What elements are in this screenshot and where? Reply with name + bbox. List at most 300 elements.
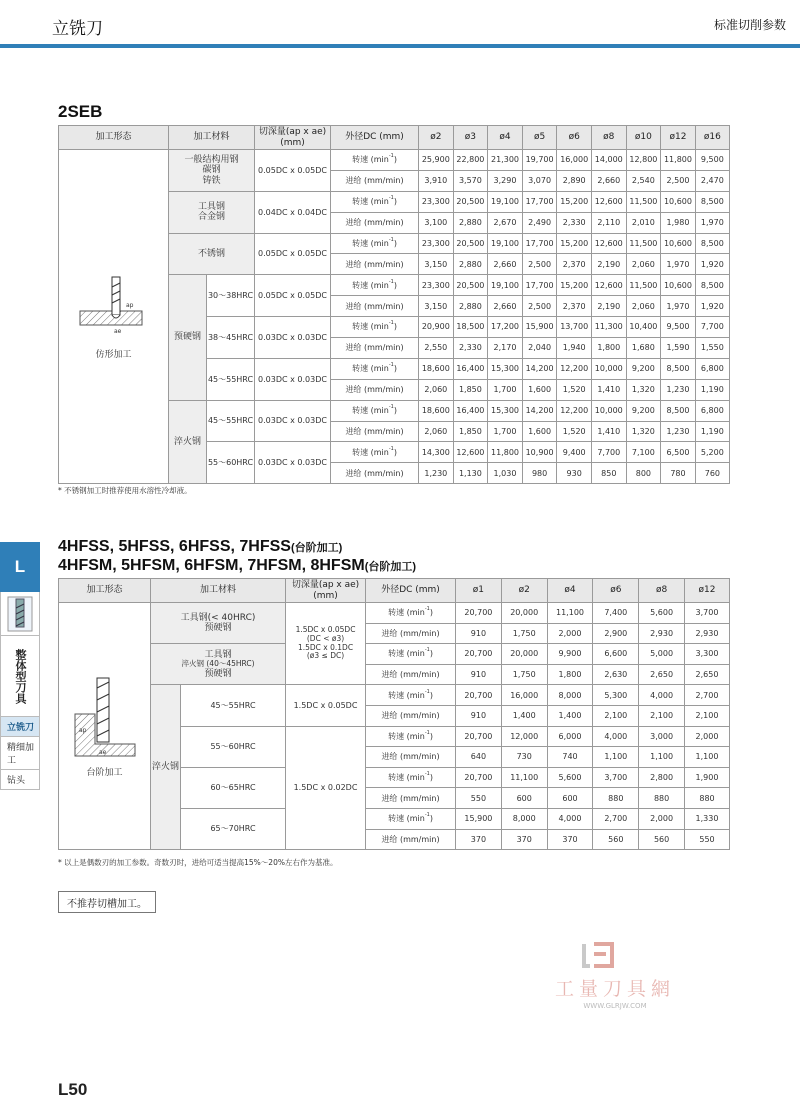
- depth-cell: 0.03DC x 0.03DC: [255, 317, 331, 359]
- speed-label: 转速 $(\min^{-1})$: [331, 233, 419, 254]
- page-header: [0, 0, 800, 48]
- value-cell: 16,400: [453, 358, 488, 379]
- feed-label: 进给 (mm/min): [366, 829, 456, 850]
- header-dia: ø6: [593, 579, 639, 603]
- value-cell: 780: [661, 463, 696, 484]
- value-cell: 10,600: [661, 275, 696, 296]
- value-cell: 2,800: [639, 767, 685, 788]
- value-cell: 2,000: [685, 726, 730, 747]
- hardness-cell: 45～55HRC: [207, 400, 255, 442]
- logo-text: 工量刀具網: [554, 978, 675, 1000]
- value-cell: 20,700: [456, 603, 502, 624]
- value-cell: 25,900: [419, 150, 454, 171]
- speed-label: 转速 $(\min^{-1})$: [366, 685, 456, 706]
- header-dia: ø4: [547, 579, 593, 603]
- value-cell: 2,490: [522, 212, 557, 233]
- speed-label: 转速 $(\min^{-1})$: [331, 400, 419, 421]
- value-cell: 2,890: [557, 170, 592, 191]
- value-cell: 18,500: [453, 317, 488, 338]
- value-cell: 20,000: [501, 644, 547, 665]
- value-cell: 7,400: [593, 603, 639, 624]
- value-cell: 10,400: [626, 317, 661, 338]
- feed-label: 进给 (mm/min): [331, 421, 419, 442]
- value-cell: 6,800: [695, 400, 729, 421]
- speed-label: 转速 $(\min^{-1})$: [331, 442, 419, 463]
- value-cell: 20,000: [501, 603, 547, 624]
- value-cell: 19,100: [488, 233, 523, 254]
- value-cell: 1,190: [695, 379, 729, 400]
- header-dia: ø12: [685, 579, 730, 603]
- value-cell: 1,750: [501, 623, 547, 644]
- value-cell: 23,300: [419, 233, 454, 254]
- value-cell: 1,900: [685, 767, 730, 788]
- value-cell: 9,500: [661, 317, 696, 338]
- value-cell: 8,000: [501, 808, 547, 829]
- value-cell: 19,100: [488, 275, 523, 296]
- material-line: 一般结构用钢: [184, 154, 239, 165]
- value-cell: 12,600: [591, 233, 626, 254]
- value-cell: 560: [593, 829, 639, 850]
- header-dc: 外径DC (mm): [331, 126, 419, 150]
- cutting-table-2seb: [58, 125, 730, 484]
- value-cell: 2,930: [639, 623, 685, 644]
- value-cell: 2,000: [547, 623, 593, 644]
- value-cell: 15,300: [488, 358, 523, 379]
- feed-label: 进给 (mm/min): [331, 254, 419, 275]
- value-cell: 16,400: [453, 400, 488, 421]
- depth-cell: 0.03DC x 0.03DC: [255, 442, 331, 484]
- value-cell: 12,600: [453, 442, 488, 463]
- speed-label: 转速 $(\min^{-1})$: [366, 767, 456, 788]
- table2-title-2: 4HFSM, 5HFSM, 6HFSM, 7HFSM, 8HFSM(台阶加工): [58, 557, 417, 574]
- value-cell: 11,500: [626, 191, 661, 212]
- watermark-logo: [540, 940, 690, 1020]
- depth-cell: 1.5DC x 0.05DC: [286, 685, 366, 726]
- value-cell: 1,320: [626, 379, 661, 400]
- value-cell: 1,750: [501, 664, 547, 685]
- value-cell: 2,700: [685, 685, 730, 706]
- material-cell: [151, 644, 286, 685]
- material-line: 铸铁: [202, 175, 221, 186]
- value-cell: 1,800: [547, 664, 593, 685]
- value-cell: 910: [456, 623, 502, 644]
- feed-label: 进给 (mm/min): [366, 623, 456, 644]
- value-cell: 6,800: [695, 358, 729, 379]
- table-row: [59, 603, 730, 624]
- hardness-cell: 55～60HRC: [207, 442, 255, 484]
- value-cell: 19,100: [488, 191, 523, 212]
- speed-label: 转速 $(\min^{-1})$: [366, 603, 456, 624]
- value-cell: 2,540: [626, 170, 661, 191]
- value-cell: 20,900: [419, 317, 454, 338]
- value-cell: 2,880: [453, 212, 488, 233]
- table1-note: * 不锈钢加工时推荐使用水溶性冷却液。: [58, 486, 192, 495]
- value-cell: 11,800: [661, 150, 696, 171]
- feed-label: 进给 (mm/min): [331, 463, 419, 484]
- value-cell: 2,880: [453, 254, 488, 275]
- hardness-cell: 45～55HRC: [207, 358, 255, 400]
- value-cell: 15,200: [557, 191, 592, 212]
- material-cell: [169, 150, 255, 192]
- value-cell: 1,410: [591, 379, 626, 400]
- depth-line: (DC < ø3): [306, 634, 345, 644]
- hardness-cell: 60～65HRC: [181, 767, 286, 808]
- value-cell: 15,200: [557, 233, 592, 254]
- value-cell: 20,700: [456, 644, 502, 665]
- header-dia: ø2: [501, 579, 547, 603]
- value-cell: 20,700: [456, 767, 502, 788]
- header-dia: ø16: [695, 126, 729, 150]
- shape-cell: [59, 150, 169, 484]
- value-cell: 16,000: [501, 685, 547, 706]
- value-cell: 12,200: [557, 358, 592, 379]
- material-line: 工具钢: [198, 201, 226, 212]
- value-cell: 2,700: [593, 808, 639, 829]
- value-cell: 1,400: [501, 705, 547, 726]
- value-cell: 2,330: [453, 338, 488, 359]
- value-cell: 9,200: [626, 400, 661, 421]
- value-cell: 3,150: [419, 254, 454, 275]
- feed-label: 进给 (mm/min): [366, 664, 456, 685]
- value-cell: 3,910: [419, 170, 454, 191]
- value-cell: 11,300: [591, 317, 626, 338]
- value-cell: 1,130: [453, 463, 488, 484]
- feed-label: 进给 (mm/min): [331, 379, 419, 400]
- value-cell: 1,850: [453, 379, 488, 400]
- speed-label: 转速 $(\min^{-1})$: [366, 726, 456, 747]
- value-cell: 2,060: [626, 296, 661, 317]
- value-cell: 6,000: [547, 726, 593, 747]
- value-cell: 20,700: [456, 685, 502, 706]
- value-cell: 15,300: [488, 400, 523, 421]
- value-cell: 12,200: [557, 400, 592, 421]
- value-cell: 15,200: [557, 275, 592, 296]
- header-dc: 外径DC (mm): [366, 579, 456, 603]
- depth-cell: 0.05DC x 0.05DC: [255, 233, 331, 275]
- depth-cell: 0.03DC x 0.03DC: [255, 358, 331, 400]
- header-shape: 加工形态: [59, 579, 151, 603]
- value-cell: 21,300: [488, 150, 523, 171]
- value-cell: 2,190: [591, 254, 626, 275]
- value-cell: 1,970: [695, 212, 729, 233]
- value-cell: 1,600: [522, 421, 557, 442]
- value-cell: 1,920: [695, 254, 729, 275]
- value-cell: 8,000: [547, 685, 593, 706]
- header-shape: 加工形态: [59, 126, 169, 150]
- value-cell: 1,700: [488, 421, 523, 442]
- value-cell: 2,500: [522, 254, 557, 275]
- depth-cell: [286, 603, 366, 685]
- feed-label: 进给 (mm/min): [331, 170, 419, 191]
- speed-label: 转速 $(\min^{-1})$: [331, 150, 419, 171]
- value-cell: 2,170: [488, 338, 523, 359]
- depth-line: 1.5DC x 0.05DC: [295, 625, 356, 635]
- header-dia: ø8: [591, 126, 626, 150]
- value-cell: 600: [547, 788, 593, 809]
- value-cell: 10,600: [661, 233, 696, 254]
- speed-label: 转速 $(\min^{-1})$: [366, 808, 456, 829]
- value-cell: 730: [501, 747, 547, 768]
- logo-icon: [580, 940, 618, 970]
- header-dia: ø12: [661, 126, 696, 150]
- value-cell: 560: [639, 829, 685, 850]
- speed-label: 转速 $(\min^{-1})$: [366, 644, 456, 665]
- value-cell: 1,980: [661, 212, 696, 233]
- value-cell: 880: [639, 788, 685, 809]
- header-dia: ø3: [453, 126, 488, 150]
- value-cell: 15,900: [522, 317, 557, 338]
- value-cell: 10,000: [591, 400, 626, 421]
- table-row: [59, 150, 730, 171]
- value-cell: 2,110: [591, 212, 626, 233]
- value-cell: 550: [456, 788, 502, 809]
- value-cell: 3,700: [593, 767, 639, 788]
- value-cell: 2,060: [419, 379, 454, 400]
- value-cell: 2,040: [522, 338, 557, 359]
- hardness-cell: 45～55HRC: [181, 685, 286, 726]
- speed-label: 转速 $(\min^{-1})$: [331, 275, 419, 296]
- value-cell: 910: [456, 664, 502, 685]
- value-cell: 800: [626, 463, 661, 484]
- value-cell: 1,700: [488, 379, 523, 400]
- value-cell: 12,000: [501, 726, 547, 747]
- value-cell: 9,200: [626, 358, 661, 379]
- value-cell: 1,410: [591, 421, 626, 442]
- value-cell: 2,330: [557, 212, 592, 233]
- value-cell: 1,330: [685, 808, 730, 829]
- value-cell: 3,100: [419, 212, 454, 233]
- value-cell: 8,500: [661, 400, 696, 421]
- value-cell: 1,680: [626, 338, 661, 359]
- value-cell: 5,600: [547, 767, 593, 788]
- logo-url: WWW.GLRJW.COM: [583, 1002, 647, 1010]
- sidebar-tab-l[interactable]: L: [0, 542, 40, 592]
- value-cell: 13,700: [557, 317, 592, 338]
- value-cell: 1,590: [661, 338, 696, 359]
- speed-label: 转速 $(\min^{-1})$: [331, 317, 419, 338]
- value-cell: 2,900: [593, 623, 639, 644]
- value-cell: 5,000: [639, 644, 685, 665]
- material-line: 工具钢: [204, 649, 232, 660]
- feed-label: 进给 (mm/min): [331, 296, 419, 317]
- value-cell: 7,700: [695, 317, 729, 338]
- value-cell: 17,700: [522, 191, 557, 212]
- value-cell: 8,500: [695, 275, 729, 296]
- value-cell: 11,500: [626, 275, 661, 296]
- value-cell: 4,000: [639, 685, 685, 706]
- value-cell: 10,900: [522, 442, 557, 463]
- value-cell: 10,600: [661, 191, 696, 212]
- value-cell: 2,370: [557, 254, 592, 275]
- value-cell: 1,600: [522, 379, 557, 400]
- value-cell: 1,920: [695, 296, 729, 317]
- value-cell: 4,000: [593, 726, 639, 747]
- page-number: L50: [58, 1080, 88, 1099]
- value-cell: 740: [547, 747, 593, 768]
- depth-cell: 0.03DC x 0.03DC: [255, 400, 331, 442]
- value-cell: 370: [456, 829, 502, 850]
- value-cell: 3,300: [685, 644, 730, 665]
- section-title: 标准切削参数: [713, 18, 786, 32]
- header-depth: 切深量(ap x ae) (mm): [255, 126, 331, 150]
- value-cell: 11,800: [488, 442, 523, 463]
- value-cell: 12,600: [591, 275, 626, 296]
- material-line: 工具钢(< 40HRC): [180, 612, 256, 623]
- svg-text:ae: ae: [113, 328, 121, 336]
- table2-note: * 以上是偶数刃的加工参数。奇数刃时，进给可适当提高15%～20%左右作为基准。: [58, 858, 338, 867]
- shape-label: 台阶加工: [86, 767, 123, 778]
- svg-text:ae: ae: [98, 748, 106, 756]
- material-line: 预硬钢: [204, 623, 232, 634]
- table1-title: 2SEB: [58, 102, 103, 121]
- value-cell: 1,520: [557, 421, 592, 442]
- material-line: 淬火钢 (40～45HRC): [181, 658, 255, 668]
- value-cell: 14,000: [591, 150, 626, 171]
- value-cell: 910: [456, 705, 502, 726]
- header-dia: ø2: [419, 126, 454, 150]
- material-hardened: 淬火钢: [169, 400, 207, 484]
- value-cell: 2,100: [639, 705, 685, 726]
- header-dia: ø10: [626, 126, 661, 150]
- value-cell: 14,200: [522, 358, 557, 379]
- table2-title-1: 4HFSS, 5HFSS, 6HFSS, 7HFSS(台阶加工): [58, 538, 343, 555]
- value-cell: 1,400: [547, 705, 593, 726]
- value-cell: 9,500: [695, 150, 729, 171]
- value-cell: 3,290: [488, 170, 523, 191]
- header-dia: ø5: [522, 126, 557, 150]
- value-cell: 6,600: [593, 644, 639, 665]
- value-cell: 18,600: [419, 400, 454, 421]
- value-cell: 2,470: [695, 170, 729, 191]
- value-cell: 17,200: [488, 317, 523, 338]
- svg-text:ap: ap: [125, 302, 133, 310]
- value-cell: 370: [501, 829, 547, 850]
- value-cell: 880: [593, 788, 639, 809]
- value-cell: 9,400: [557, 442, 592, 463]
- value-cell: 2,660: [488, 254, 523, 275]
- value-cell: 2,630: [593, 664, 639, 685]
- material-line: 合金钢: [198, 212, 226, 223]
- value-cell: 600: [501, 788, 547, 809]
- header-material: 加工材料: [169, 126, 255, 150]
- value-cell: 1,230: [419, 463, 454, 484]
- value-cell: 2,670: [488, 212, 523, 233]
- value-cell: 1,100: [639, 747, 685, 768]
- value-cell: 4,000: [547, 808, 593, 829]
- value-cell: 16,000: [557, 150, 592, 171]
- value-cell: 17,700: [522, 275, 557, 296]
- value-cell: 1,800: [591, 338, 626, 359]
- value-cell: 11,100: [501, 767, 547, 788]
- value-cell: 1,550: [695, 338, 729, 359]
- value-cell: 18,600: [419, 358, 454, 379]
- value-cell: 2,100: [685, 705, 730, 726]
- hardness-cell: 65～70HRC: [181, 808, 286, 849]
- value-cell: 3,150: [419, 296, 454, 317]
- value-cell: 3,070: [522, 170, 557, 191]
- value-cell: 6,500: [661, 442, 696, 463]
- value-cell: 20,700: [456, 726, 502, 747]
- value-cell: 12,600: [591, 191, 626, 212]
- hardness-cell: 38～45HRC: [207, 317, 255, 359]
- material-cell: [169, 233, 255, 275]
- value-cell: 2,000: [639, 808, 685, 829]
- feed-label: 进给 (mm/min): [331, 338, 419, 359]
- header-dia: ø6: [557, 126, 592, 150]
- value-cell: 1,850: [453, 421, 488, 442]
- value-cell: 14,300: [419, 442, 454, 463]
- value-cell: 2,500: [661, 170, 696, 191]
- shoulder-diagram: [65, 674, 145, 764]
- value-cell: 2,650: [685, 664, 730, 685]
- value-cell: 2,100: [593, 705, 639, 726]
- sidebar-item-drill[interactable]: 钻头: [0, 770, 40, 790]
- value-cell: 23,300: [419, 191, 454, 212]
- depth-cell: 0.04DC x 0.04DC: [255, 191, 331, 233]
- value-cell: 11,100: [547, 603, 593, 624]
- table-row: [59, 644, 730, 665]
- hardness-cell: 30～38HRC: [207, 275, 255, 317]
- header-dia: ø4: [488, 126, 523, 150]
- shape-label: 仿形加工: [95, 349, 132, 360]
- speed-label: 转速 $(\min^{-1})$: [331, 191, 419, 212]
- value-cell: 1,970: [661, 296, 696, 317]
- value-cell: 9,900: [547, 644, 593, 665]
- value-cell: 1,030: [488, 463, 523, 484]
- value-cell: 2,930: [685, 623, 730, 644]
- header-dia: ø1: [456, 579, 502, 603]
- value-cell: 5,200: [695, 442, 729, 463]
- header-dia: ø8: [639, 579, 685, 603]
- depth-cell: 1.5DC x 0.02DC: [286, 726, 366, 850]
- speed-label: 转速 $(\min^{-1})$: [331, 358, 419, 379]
- value-cell: 8,500: [695, 191, 729, 212]
- value-cell: 2,060: [419, 421, 454, 442]
- depth-cell: 0.05DC x 0.05DC: [255, 150, 331, 192]
- header-material: 加工材料: [151, 579, 286, 603]
- value-cell: 8,500: [661, 358, 696, 379]
- table-row: [59, 685, 730, 706]
- value-cell: 3,700: [685, 603, 730, 624]
- sidebar-item-endmill[interactable]: 立铣刀: [0, 716, 40, 737]
- value-cell: 2,880: [453, 296, 488, 317]
- depth-line: 1.5DC x 0.1DC: [297, 642, 354, 652]
- value-cell: 1,320: [626, 421, 661, 442]
- value-cell: 20,500: [453, 191, 488, 212]
- value-cell: 12,800: [626, 150, 661, 171]
- depth-line: (ø3 ≤ DC): [306, 651, 345, 661]
- value-cell: 11,500: [626, 233, 661, 254]
- value-cell: 640: [456, 747, 502, 768]
- page-title: 立铣刀: [52, 19, 103, 39]
- value-cell: 23,300: [419, 275, 454, 296]
- depth-cell: 0.05DC x 0.05DC: [255, 275, 331, 317]
- value-cell: 1,100: [685, 747, 730, 768]
- feed-label: 进给 (mm/min): [366, 705, 456, 726]
- value-cell: 19,700: [522, 150, 557, 171]
- value-cell: 930: [557, 463, 592, 484]
- material-cell: [151, 603, 286, 644]
- value-cell: 2,190: [591, 296, 626, 317]
- sidebar-item-finishing[interactable]: 精细加工: [0, 737, 40, 770]
- value-cell: 1,970: [661, 254, 696, 275]
- value-cell: 370: [547, 829, 593, 850]
- profiling-diagram: [74, 273, 154, 343]
- value-cell: 7,700: [591, 442, 626, 463]
- value-cell: 2,500: [522, 296, 557, 317]
- svg-text:ap: ap: [78, 726, 86, 734]
- value-cell: 7,100: [626, 442, 661, 463]
